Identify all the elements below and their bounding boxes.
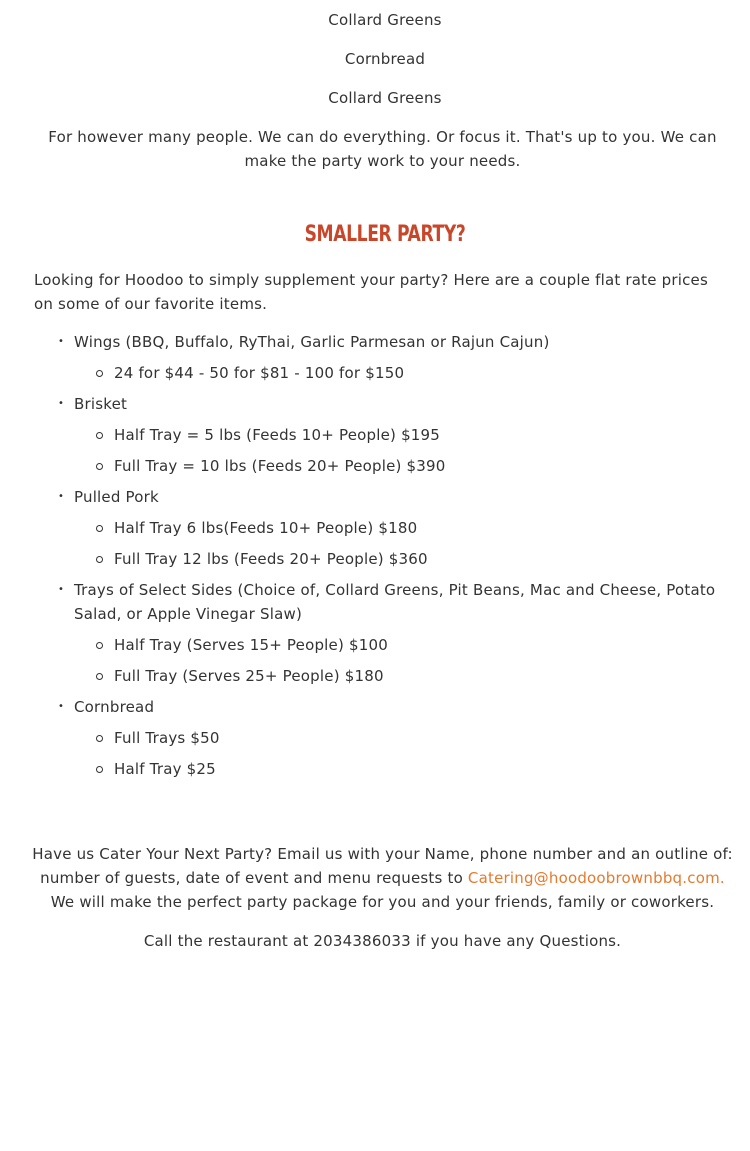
catering-email-link[interactable]: Catering@hoodoobrownbbq.com. <box>467 869 725 887</box>
sub-list <box>74 726 734 781</box>
menu-line-collard-greens-2: Collard Greens <box>328 89 442 107</box>
option-text: Full Tray 12 lbs (Feeds 20+ People) $360 <box>114 550 428 568</box>
circle-bullet-icon <box>96 463 103 470</box>
circle-bullet-icon <box>96 766 103 773</box>
menu-line-cornbread: Cornbread <box>344 50 426 68</box>
sub-list <box>74 361 734 385</box>
item-label-sides: Trays of Select Sides (Choice of, Collard Greens, Pit Beans, Mac and Cheese, Potato Salad, or Apple Vinegar Slaw) <box>74 581 716 623</box>
circle-bullet-icon <box>96 525 103 532</box>
section-description: Looking for Hoodoo to simply supplement your party? Here are a couple flat rate prices on some of our favorite items. <box>34 271 708 313</box>
option-text: Full Tray = 10 lbs (Feeds 20+ People) $390 <box>114 457 446 475</box>
sub-list-item <box>74 361 734 385</box>
sub-list-item <box>74 516 734 540</box>
bullet-icon: • <box>58 701 65 712</box>
circle-bullet-icon <box>96 735 103 742</box>
sub-list-item <box>74 454 734 478</box>
circle-bullet-icon <box>96 556 103 563</box>
contact-text-before: Have us Cater Your Next Party? Email us with your Name, phone number and an outline of: number of guests, date of event and menu requests to <box>32 845 733 887</box>
option-text: Half Tray (Serves 15+ People) $100 <box>114 636 388 654</box>
list-item <box>34 485 734 571</box>
option-text: 24 for $44 - 50 for $81 - 100 for $150 <box>114 364 405 382</box>
sub-list-item <box>74 664 734 688</box>
contact-paragraph <box>30 842 735 914</box>
item-label-pulled-pork: Pulled Pork <box>74 488 159 506</box>
list-item <box>34 330 734 385</box>
option-text: Full Tray (Serves 25+ People) $180 <box>114 667 384 685</box>
sub-list-item <box>74 633 734 657</box>
circle-bullet-icon <box>96 642 103 649</box>
circle-bullet-icon <box>96 370 103 377</box>
price-list <box>34 330 734 788</box>
option-text: Half Tray 6 lbs(Feeds 10+ People) $180 <box>114 519 418 537</box>
section-heading: SMALLER PARTY? <box>304 222 466 247</box>
sub-list-item <box>74 423 734 447</box>
circle-bullet-icon <box>96 673 103 680</box>
list-item <box>34 578 734 688</box>
menu-line-collard-greens: Collard Greens <box>328 11 442 29</box>
sub-list <box>74 516 734 571</box>
item-label-brisket: Brisket <box>74 395 128 413</box>
sub-list <box>74 633 734 688</box>
call-restaurant-text: Call the restaurant at 2034386033 if you have any Questions. <box>143 932 622 950</box>
item-label-cornbread: Cornbread <box>74 698 155 716</box>
intro-text: For however many people. We can do everything. Or focus it. That's up to you. We can make the party work to your needs. <box>48 128 717 170</box>
option-text: Full Trays $50 <box>114 729 220 747</box>
item-label-wings: Wings (BBQ, Buffalo, RyThai, Garlic Parmesan or Rajun Cajun) <box>74 333 550 351</box>
bullet-icon: • <box>58 491 65 502</box>
sub-list-item <box>74 757 734 781</box>
list-item <box>34 392 734 478</box>
option-text: Half Tray = 5 lbs (Feeds 10+ People) $195 <box>114 426 441 444</box>
sub-list-item <box>74 726 734 750</box>
bullet-icon: • <box>58 584 65 595</box>
list-item <box>34 695 734 781</box>
circle-bullet-icon <box>96 432 103 439</box>
option-text: Half Tray $25 <box>114 760 216 778</box>
contact-text-after: We will make the perfect party package for you and your friends, family or coworkers. <box>50 893 715 911</box>
bullet-icon: • <box>58 398 65 409</box>
sub-list <box>74 423 734 478</box>
bullet-icon: • <box>58 336 65 347</box>
sub-list-item <box>74 547 734 571</box>
